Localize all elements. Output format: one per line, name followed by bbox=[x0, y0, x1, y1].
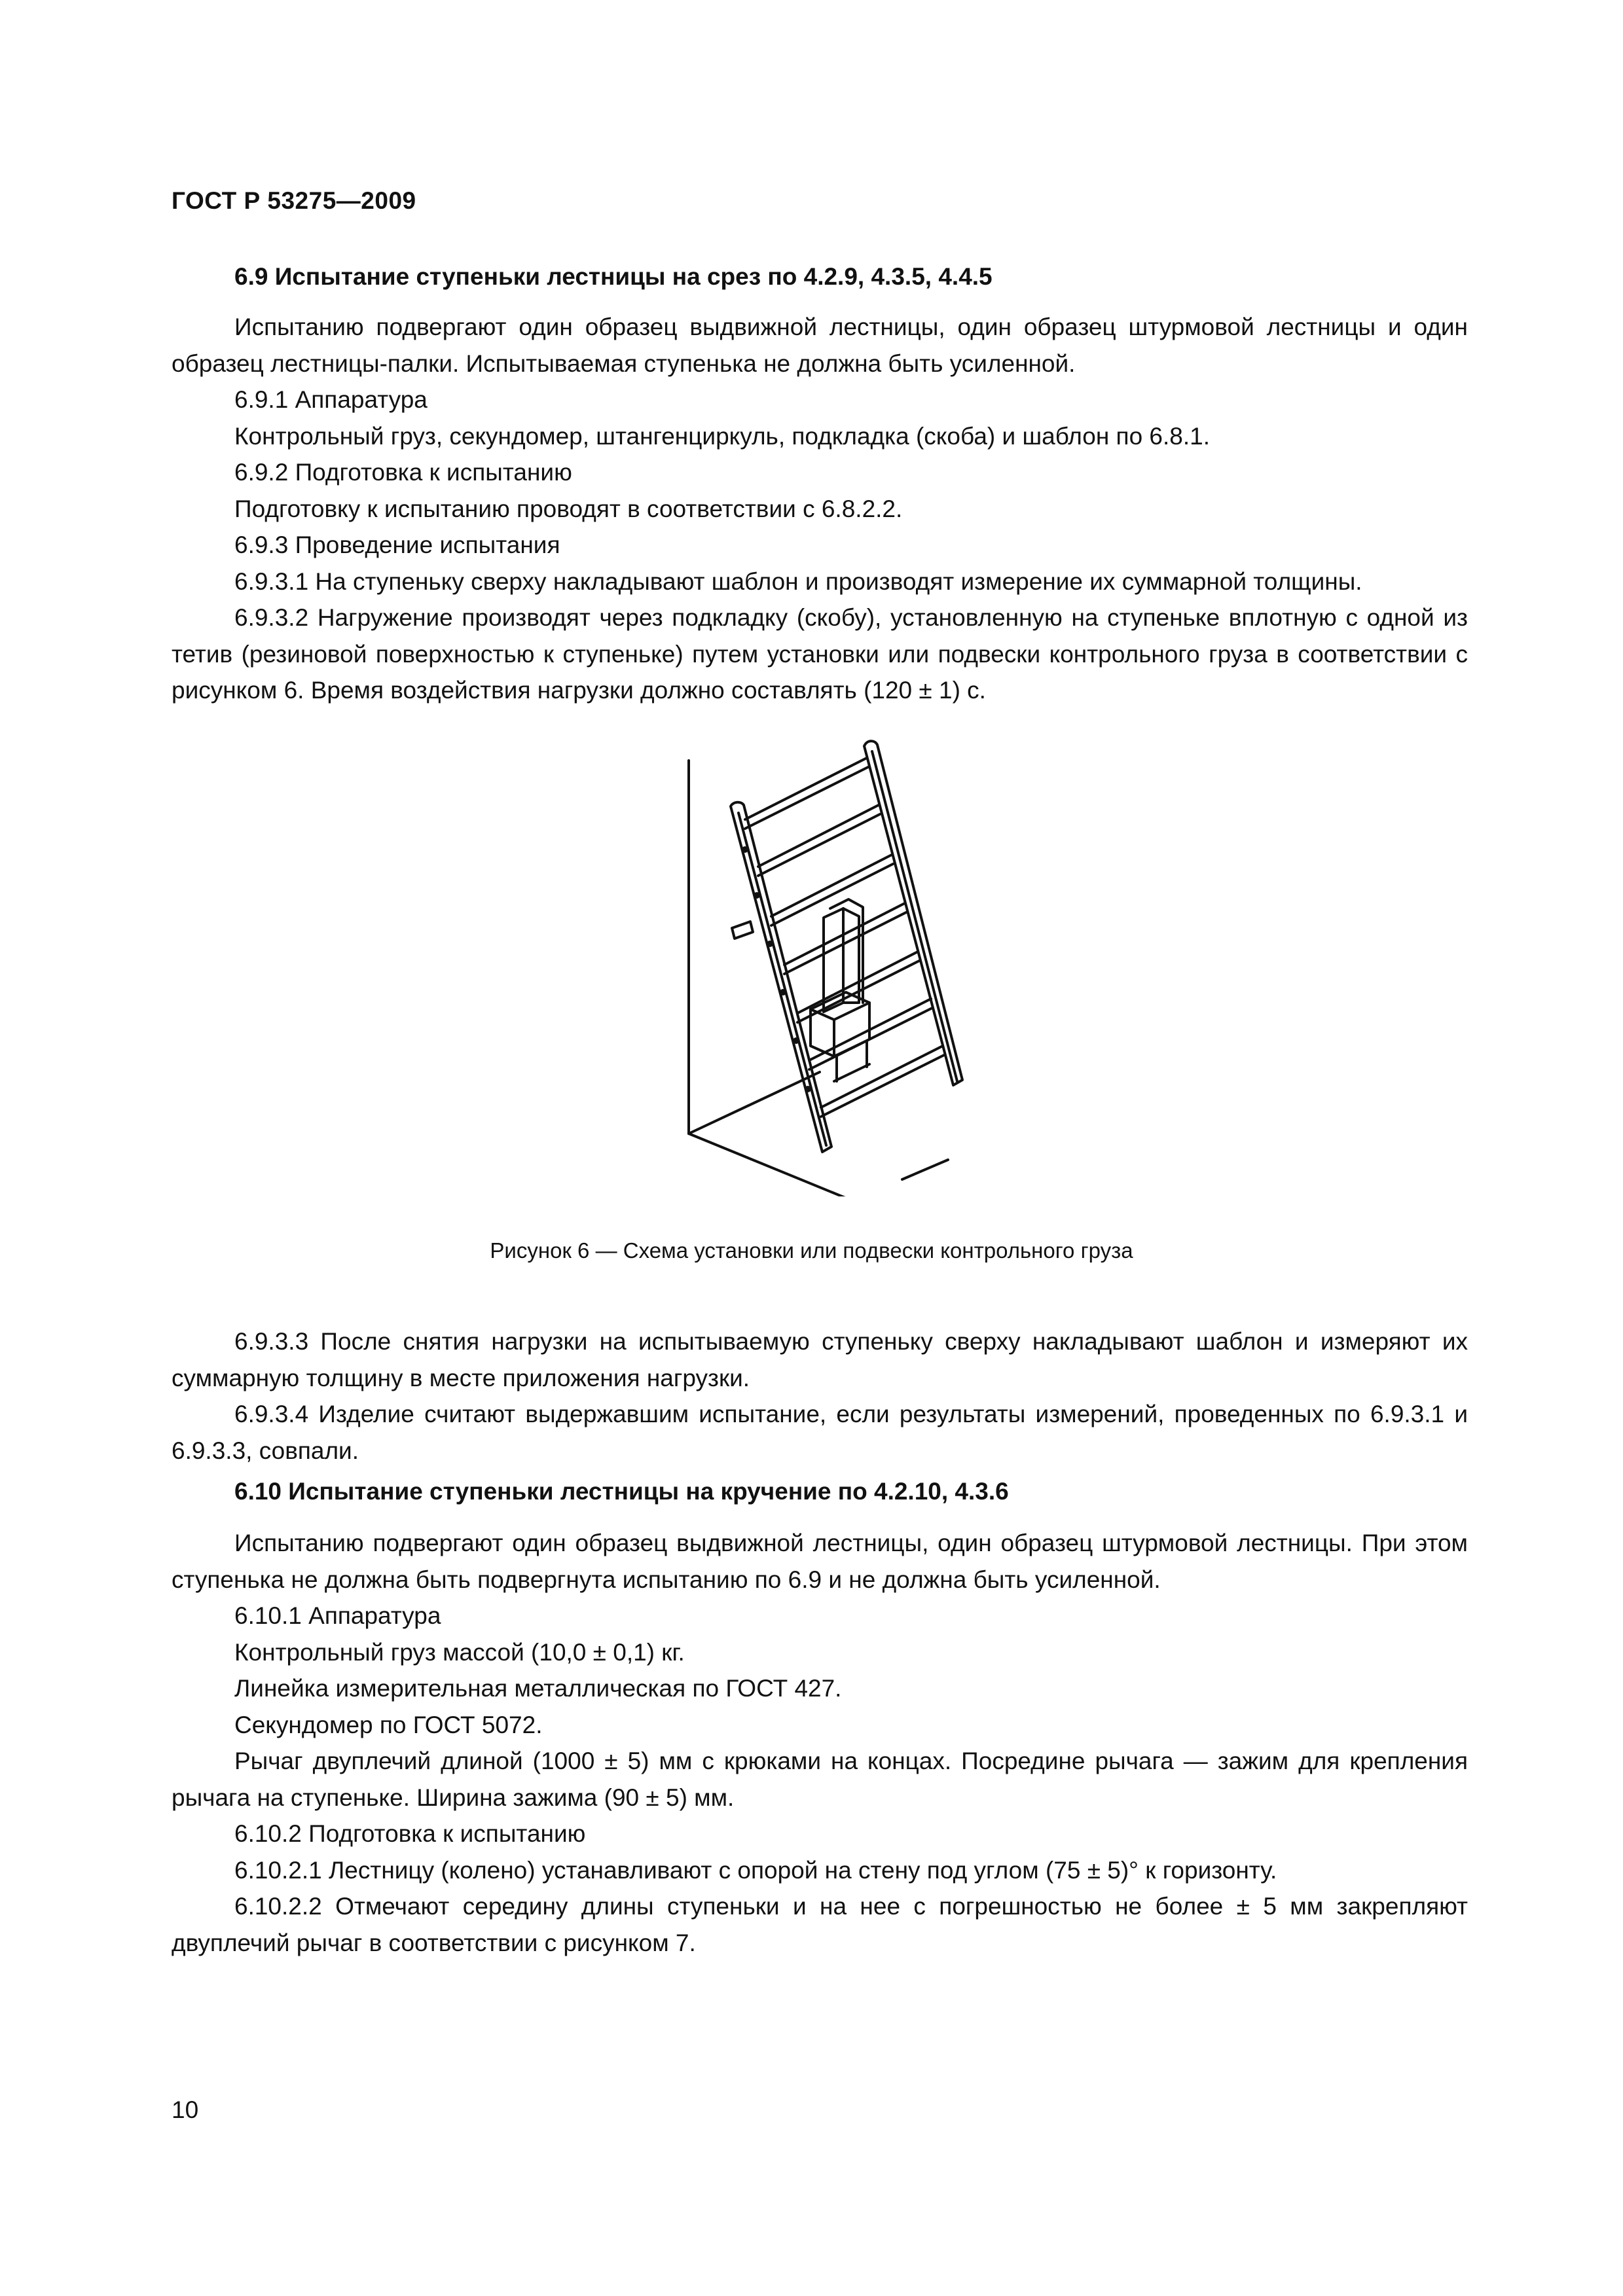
paragraph: 6.10.1 Аппаратура bbox=[234, 1602, 441, 1629]
section-heading-6-10: 6.10 Испытание ступеньки лестницы на кручение по 4.2.10, 4.3.6 bbox=[234, 1478, 1009, 1505]
section-heading-6-9: 6.9 Испытание ступеньки лестницы на срез по 4.2.9, 4.3.5, 4.4.5 bbox=[234, 263, 993, 290]
paragraph: 6.9.3.3 После снятия нагрузки на испытываемую ступеньку сверху накладывают шаблон и измеряют их суммарную толщину в месте приложения нагрузки. bbox=[172, 1328, 1468, 1391]
figure-caption: Рисунок 6 — Схема установки или подвески контрольного груза bbox=[490, 1238, 1133, 1263]
paragraph: 6.9.3.2 Нагружение производят через подкладку (скобу), установленную на ступеньке вплотную с одной из тетив (резиновой поверхностью к ступеньке) путем установки или подвески контрольного груза в соответствии с рисунком 6. Время воздействия нагрузки должно составлять (120 ± 1) с. bbox=[172, 604, 1468, 704]
paragraph: 6.10.2.1 Лестницу (колено) устанавливают с опорой на стену под углом (75 ± 5)° к горизонту. bbox=[234, 1856, 1277, 1884]
document-code: ГОСТ Р 53275—2009 bbox=[172, 187, 416, 214]
figure-6-ladder-diagram bbox=[673, 728, 969, 1196]
section-6-9-body bbox=[172, 309, 1468, 709]
page-number: 10 bbox=[172, 2096, 199, 2123]
paragraph: 6.9.3 Проведение испытания bbox=[234, 531, 560, 558]
paragraph: 6.9.3.4 Изделие считают выдержавшим испытание, если результаты измерений, проведенных по 6.9.3.1 и 6.9.3.3, совпали. bbox=[172, 1401, 1468, 1464]
paragraph: 6.10.2.2 Отмечают середину длины ступеньки и на нее с погрешностью не более ± 5 мм закрепляют двуплечий рычаг в соответствии с рисунком 7. bbox=[172, 1893, 1468, 1956]
paragraph: Рычаг двуплечий длиной (1000 ± 5) мм с крюками на концах. Посредине рычага — зажим для крепления рычага на ступеньке. Ширина зажима (90 ± 5) мм. bbox=[172, 1748, 1468, 1811]
paragraph: 6.9.3.1 На ступеньку сверху накладывают шаблон и производят измерение их суммарной толщины. bbox=[234, 567, 1362, 595]
paragraph: Контрольный груз массой (10,0 ± 0,1) кг. bbox=[234, 1638, 685, 1666]
paragraph: 6.9.1 Аппаратура bbox=[234, 386, 428, 413]
section-6-9-body-continued bbox=[172, 1323, 1468, 1469]
paragraph: Испытанию подвергают один образец выдвижной лестницы, один образец штурмовой лестницы и один образец лестницы-палки. Испытываемая ступенька не должна быть усиленной. bbox=[172, 314, 1468, 377]
paragraph: Секундомер по ГОСТ 5072. bbox=[234, 1711, 543, 1738]
paragraph: 6.10.2 Подготовка к испытанию bbox=[234, 1820, 586, 1847]
paragraph: Линейка измерительная металлическая по ГОСТ 427. bbox=[234, 1675, 842, 1702]
paragraph: 6.9.2 Подготовка к испытанию bbox=[234, 459, 572, 486]
paragraph: Контрольный груз, секундомер, штангенциркуль, подкладка (скоба) и шаблон по 6.8.1. bbox=[234, 422, 1211, 450]
paragraph: Подготовку к испытанию проводят в соответствии с 6.8.2.2. bbox=[234, 495, 903, 522]
paragraph: Испытанию подвергают один образец выдвижной лестницы, один образец штурмовой лестницы. При этом ступенька не должна быть подвергнута испытанию по 6.9 и не должна быть усиленной. bbox=[172, 1530, 1468, 1593]
section-6-10-body bbox=[172, 1525, 1468, 1961]
